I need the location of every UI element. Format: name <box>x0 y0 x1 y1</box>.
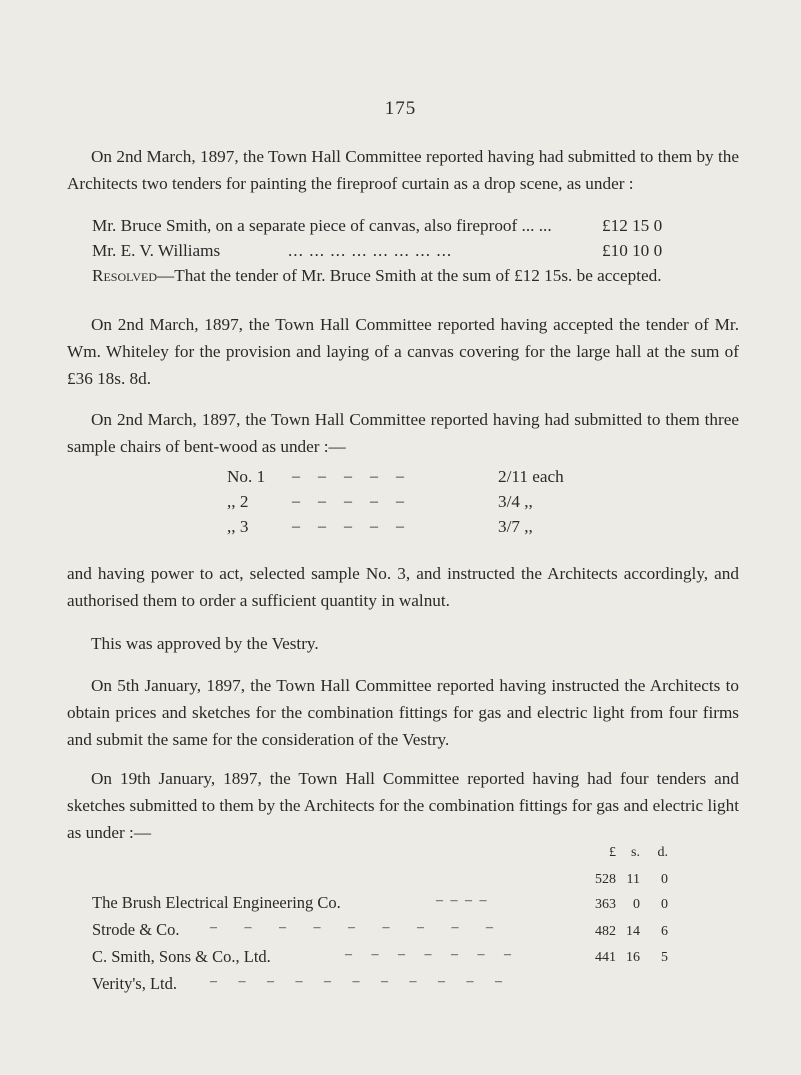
chair-label: ,, 2 <box>227 492 249 511</box>
amount-pounds: 441 <box>595 950 616 965</box>
leader-dashes: – – – – – – – – – <box>210 920 505 935</box>
leader-dashes: – – – – – – – – – – – <box>210 974 511 989</box>
chair-price: 2/11 each <box>498 467 564 486</box>
resolved-label: Resolved <box>92 266 158 285</box>
amount-pounds: 363 <box>595 897 616 912</box>
amount-pence: 5 <box>661 950 668 965</box>
paragraph-fitting-tenders: On 19th January, 1897, the Town Hall Committee reported having had four tenders and sketches submitted to them by the Architects for the combination fittings for gas and electric light as under :— <box>67 769 739 842</box>
page-number: 175 <box>384 98 417 119</box>
header-pence: d. <box>657 845 668 860</box>
resolved-text: —That the tender of Mr. Bruce Smith at the sum of £12 15s. be accepted. <box>157 266 662 285</box>
amount-pounds: 482 <box>595 924 616 939</box>
tender-amount: £12 15 0 <box>602 216 663 235</box>
amount-pounds: 528 <box>595 872 616 887</box>
amount-pence: 0 <box>661 897 668 912</box>
paragraph-approved: This was approved by the Vestry. <box>91 634 319 653</box>
chair-label: No. 1 <box>227 467 266 486</box>
firm-name: Strode & Co. <box>92 920 180 939</box>
amount-shillings: 11 <box>626 872 640 887</box>
chair-price: 3/4 ,, <box>498 492 533 511</box>
amount-pence: 6 <box>661 924 668 939</box>
tender-williams <box>92 241 220 261</box>
paragraph-curtain-tenders: On 2nd March, 1897, the Town Hall Committee reported having had submitted to them by the Architects two tenders for painting the fireproof curtain as a drop scene, as under : <box>67 147 739 193</box>
chair-label: ,, 3 <box>227 517 249 536</box>
paragraph-instruct-architects: On 5th January, 1897, the Town Hall Committee reported having instructed the Architects to obtain prices and sketches for the combination fittings for gas and electric light from four firms and submit the same for the consideration of the Vestry. <box>67 676 739 749</box>
amount-shillings: 16 <box>626 950 640 965</box>
paragraph-canvas-covering: On 2nd March, 1897, the Town Hall Committee reported having accepted the tender of Mr. Wm. Whiteley for the provision and laying of a canvas covering for the large hall at the sum of £36 18s. 8d. <box>67 315 739 388</box>
leader-dots: ... ... ... ... ... ... ... ... <box>288 241 453 260</box>
leader-dashes: ––––– <box>292 468 422 485</box>
tender-name: Mr. E. V. Williams <box>92 241 221 260</box>
amount-pence: 0 <box>661 872 668 887</box>
paragraph-selection: and having power to act, selected sample No. 3, and instructed the Architects accordingly, and authorised them to order a sufficient quantity in walnut. <box>67 564 739 610</box>
leader-dashes: – – – – <box>436 893 489 908</box>
resolution <box>92 266 662 286</box>
leader-dashes: ––––– <box>292 493 422 510</box>
tender-amount: £10 10 0 <box>602 241 663 260</box>
firm-name: The Brush Electrical Engineering Co. <box>92 893 341 912</box>
firm-name: C. Smith, Sons & Co., Ltd. <box>92 947 271 966</box>
firm-name: Verity's, Ltd. <box>92 974 178 993</box>
tender-bruce-smith <box>92 216 552 236</box>
header-pounds: £ <box>609 845 616 860</box>
leader-dashes: ––––– <box>292 518 422 535</box>
amount-shillings: 0 <box>633 897 640 912</box>
leader-dashes: – – – – – – – <box>345 947 519 962</box>
header-shillings: s. <box>631 845 640 860</box>
amount-shillings: 14 <box>626 924 640 939</box>
tender-name: Mr. Bruce Smith, on a separate piece of canvas, also fireproof ... ... <box>92 216 552 235</box>
paragraph-sample-chairs: On 2nd March, 1897, the Town Hall Committee reported having had submitted to them three sample chairs of bent-wood as under :— <box>67 410 739 456</box>
chair-price: 3/7 ,, <box>498 517 533 536</box>
